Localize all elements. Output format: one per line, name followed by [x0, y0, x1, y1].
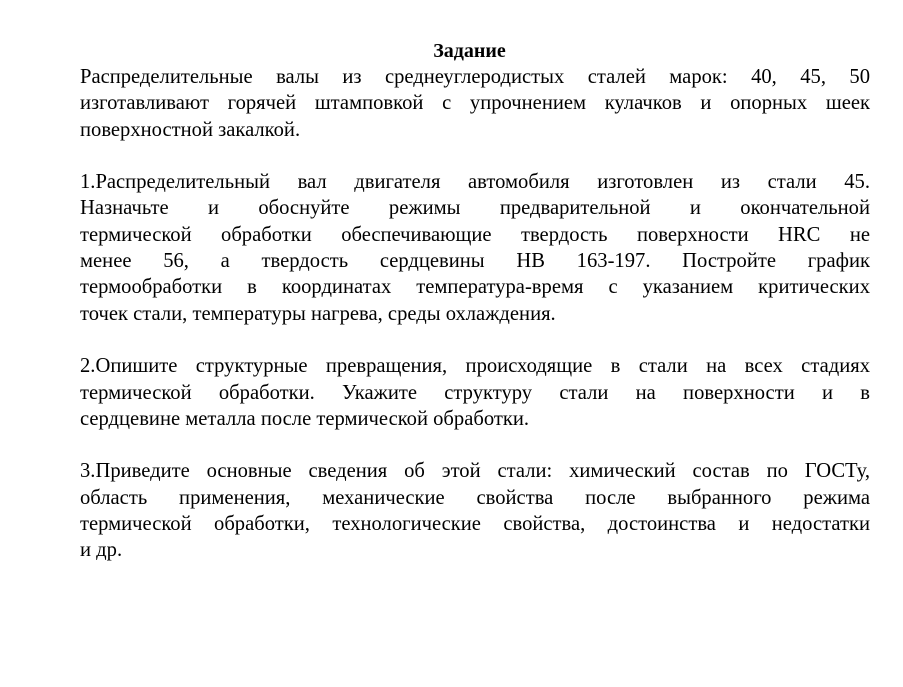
text-line: изготавливают горячей штамповкой с упрочнением кулачков и опорных шеек — [80, 92, 870, 115]
document-body — [80, 64, 870, 590]
text-line: термической обработки, технологические свойства, достоинства и недостатки — [80, 513, 870, 536]
text-line: Назначьте и обоснуйте режимы предварительной и окончательной — [80, 197, 870, 220]
text-line: термической обработки обеспечивающие твердость поверхности HRC не — [80, 223, 870, 246]
text-line: термообработки в координатах температура-время с указанием критических — [80, 276, 870, 299]
text-line: сердцевине металла после термической обработки. — [80, 407, 530, 430]
task-3-paragraph — [80, 458, 870, 563]
text-line: Распределительные валы из среднеуглеродистых сталей марок: 40, 45, 50 — [80, 66, 870, 88]
document-title: Задание — [433, 40, 506, 62]
text-line: точек стали, температуры нагрева, среды охлаждения. — [80, 302, 556, 325]
intro-paragraph — [80, 64, 870, 143]
task-1-paragraph — [80, 169, 870, 327]
text-line: менее 56, а твердость сердцевины НВ 163-197. Постройте график — [80, 250, 870, 273]
text-line: и др. — [80, 539, 123, 562]
text-line: область применения, механические свойства после выбранного режима — [80, 486, 870, 509]
text-line: 3.Приведите основные сведения об этой стали: химический состав по ГОСТу, — [80, 460, 870, 483]
text-line: 2.Опишите структурные превращения, происходящие в стали на всех стадиях — [80, 355, 870, 378]
text-line: термической обработки. Укажите структуру стали на поверхности и в — [80, 381, 870, 404]
task-2-paragraph — [80, 353, 870, 432]
text-line: 1.Распределительный вал двигателя автомобиля изготовлен из стали 45. — [80, 171, 870, 194]
text-line: поверхностной закалкой. — [80, 118, 301, 141]
